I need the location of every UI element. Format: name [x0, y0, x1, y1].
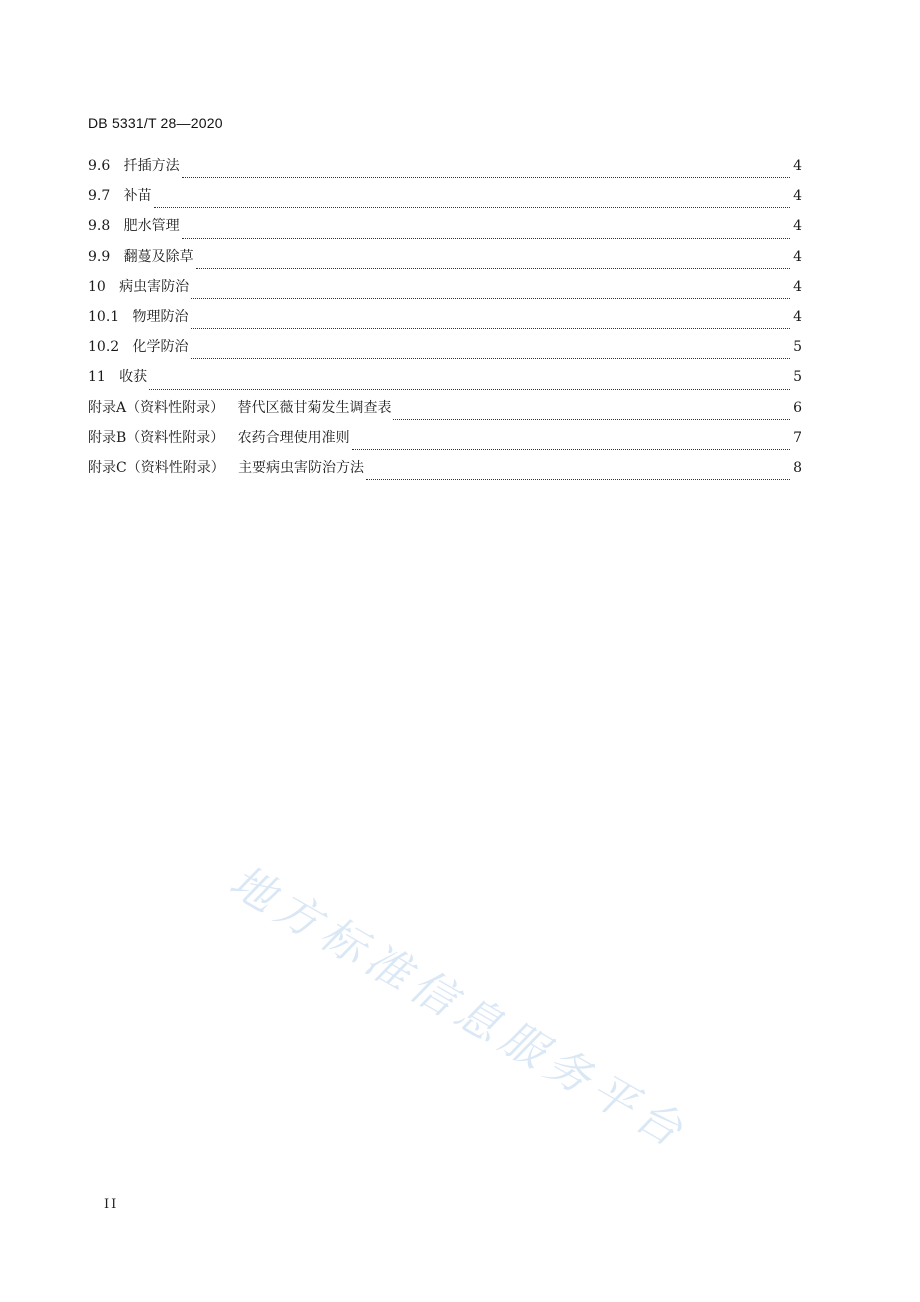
toc-entry-number: 附录C（资料性附录） — [88, 459, 239, 476]
toc-entry[interactable] — [88, 307, 802, 337]
toc-entry-title: 病虫害防治 — [119, 278, 190, 295]
toc-entry-number: 10 — [88, 278, 120, 295]
toc-dot-leader — [366, 468, 790, 482]
table-of-contents — [88, 156, 802, 488]
toc-entry-number: 9.9 — [88, 248, 124, 265]
toc-entry[interactable] — [88, 186, 802, 216]
toc-entry-page: 5 — [793, 369, 802, 386]
toc-entry-appendix[interactable] — [88, 428, 802, 458]
toc-entry-appendix[interactable] — [88, 458, 802, 488]
toc-entry-number: 9.6 — [88, 158, 124, 174]
toc-entry-number: 10.2 — [88, 339, 133, 356]
toc-entry-page: 6 — [793, 399, 802, 416]
toc-dot-leader — [191, 287, 790, 301]
toc-dot-leader — [191, 347, 790, 361]
toc-entry[interactable] — [88, 247, 802, 277]
toc-entry-title: 化学防治 — [132, 339, 189, 356]
toc-entry-page: 8 — [793, 459, 802, 476]
toc-entry[interactable] — [88, 216, 802, 246]
toc-entry[interactable] — [88, 367, 802, 397]
toc-entry-number: 附录B（资料性附录） — [88, 429, 238, 446]
toc-dot-leader — [393, 408, 790, 422]
toc-entry-number: 9.7 — [88, 188, 124, 205]
toc-entry-number: 11 — [88, 369, 120, 386]
toc-entry-page: 4 — [793, 308, 802, 325]
toc-entry[interactable] — [88, 156, 802, 186]
toc-entry-title: 农药合理使用准则 — [237, 429, 350, 446]
toc-entry-title: 补苗 — [123, 188, 152, 205]
page-number: II — [104, 1197, 119, 1212]
toc-entry[interactable] — [88, 277, 802, 307]
toc-entry-title: 主要病虫害防治方法 — [238, 459, 365, 476]
watermark: 地方标准信息服务平台 — [221, 855, 697, 1160]
toc-entry-page: 4 — [793, 248, 802, 265]
toc-dot-leader — [154, 196, 790, 210]
toc-entry-page: 5 — [793, 339, 802, 356]
toc-entry-title: 扦插方法 — [123, 158, 180, 174]
toc-dot-leader — [182, 166, 790, 180]
toc-dot-leader — [196, 257, 790, 271]
toc-entry-page: 7 — [793, 429, 802, 446]
toc-entry-title: 肥水管理 — [123, 218, 180, 235]
toc-dot-leader — [149, 378, 790, 392]
toc-entry-title: 收获 — [119, 369, 148, 386]
toc-entry-page: 4 — [793, 278, 802, 295]
toc-entry-title: 替代区薇甘菊发生调查表 — [237, 399, 392, 416]
toc-dot-leader — [191, 317, 790, 331]
standard-id-header: DB 5331/T 28—2020 — [88, 115, 223, 131]
toc-entry-title: 物理防治 — [132, 308, 189, 325]
toc-entry-page: 4 — [793, 158, 802, 174]
toc-dot-leader — [182, 227, 790, 241]
toc-entry-number: 10.1 — [88, 308, 133, 325]
toc-dot-leader — [352, 438, 790, 452]
toc-entry-number: 9.8 — [88, 218, 124, 235]
toc-entry-page: 4 — [793, 218, 802, 235]
toc-entry-appendix[interactable] — [88, 398, 802, 428]
toc-entry-page: 4 — [793, 188, 802, 205]
toc-entry[interactable] — [88, 337, 802, 367]
toc-entry-number: 附录A（资料性附录） — [88, 399, 238, 416]
toc-entry-title: 翻蔓及除草 — [123, 248, 194, 265]
